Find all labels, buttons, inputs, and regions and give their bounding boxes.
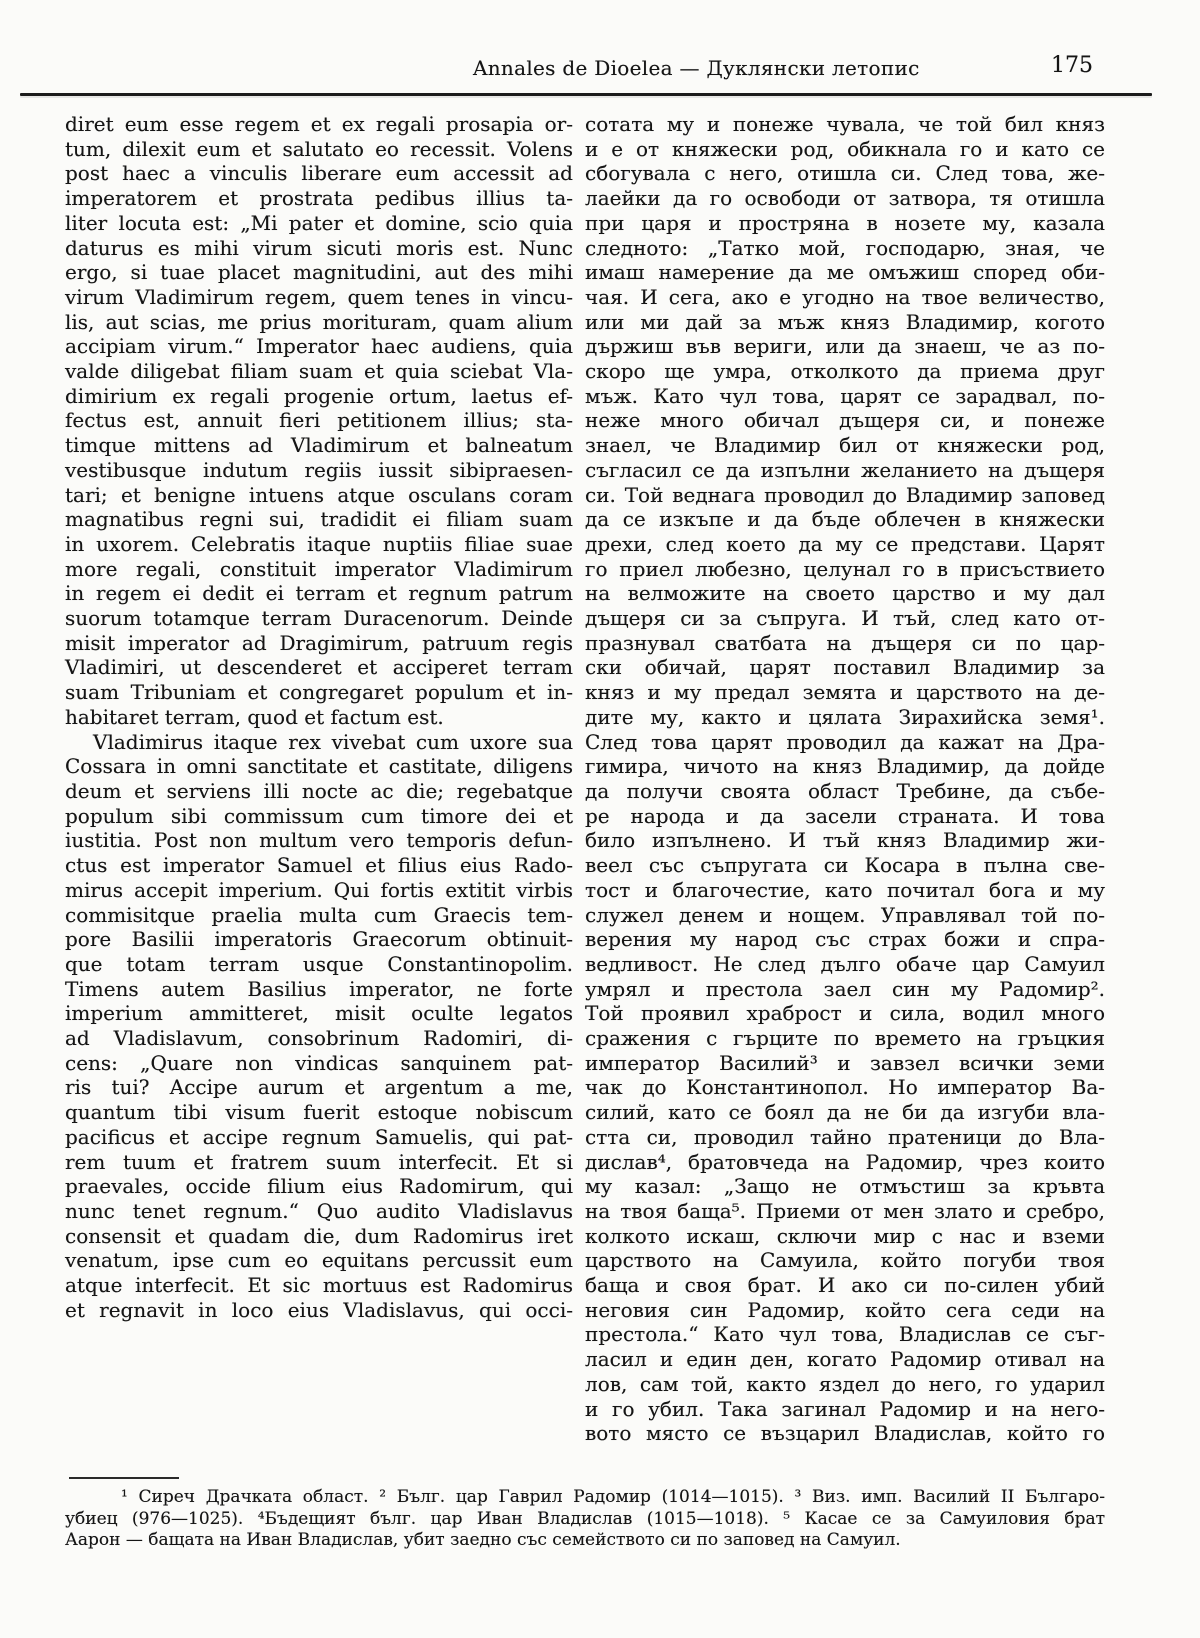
text-line: ведливост. Не след дълго обаче цар Самуил	[585, 951, 1105, 976]
paragraph	[65, 730, 573, 1323]
text-line: сражения с гърците по времето на гръцкия	[585, 1026, 1105, 1051]
text-line: го приел любезно, целунал го в присъствието	[585, 556, 1105, 581]
text-line: чак до Константинопол. Но император Ва-	[585, 1075, 1105, 1100]
text-line: mirus accepit imperium. Qui fortis extitit virbis	[65, 877, 573, 902]
text-line: тост и благочестие, като почитал бога и му	[585, 877, 1105, 902]
text-line: следното: „Татко мой, господарю, зная, че	[585, 235, 1105, 260]
text-line: държиш във вериги, или да знаеш, че аз по-	[585, 334, 1105, 359]
text-line: служел денем и нощем. Управлявал той по-	[585, 902, 1105, 927]
text-line: сбогувала с него, отишла си. След това, же-	[585, 161, 1105, 186]
text-line: dimirium ex regali progenie ortum, laetus ef-	[65, 383, 573, 408]
text-line: pore Basilii imperatoris Graecorum obtinuit-	[65, 927, 573, 952]
text-line: virum Vladimirum regem, quem tenes in vincu-	[65, 284, 573, 309]
text-line: съгласил се да изпълни желанието на дъщеря	[585, 457, 1105, 482]
text-line: fectus est, annuit fieri petitionem illius; sta-	[65, 408, 573, 433]
text-line: лаейки да го освободи от затвора, тя отишла	[585, 186, 1105, 211]
text-line: престола.“ Като чул това, Владислав се съг-	[585, 1322, 1105, 1347]
text-line: accipiam virum.“ Imperator haec audiens, quia	[65, 334, 573, 359]
text-line: atque interfecit. Et sic mortuus est Radomirus	[65, 1273, 573, 1298]
text-line: княз и му предал земята и царството на де-	[585, 680, 1105, 705]
text-line: post haec a vinculis liberare eum accessit ad	[65, 161, 573, 186]
text-line: неговия син Радомир, който сега седи на	[585, 1297, 1105, 1322]
text-line: чая. И сега, ако е угодно на твое величество,	[585, 284, 1105, 309]
text-line: Аарон — бащата на Иван Владислав, убит заедно със семейството си по заповед на Самуил.	[65, 1530, 901, 1550]
text-line: diret eum esse regem et ex regali prosapia or-	[65, 112, 573, 136]
text-line: more regali, constituit imperator Vladimirum	[65, 556, 573, 581]
text-line: liter locuta est: „Mi pater et domine, scio quia	[65, 210, 573, 235]
text-line: suam Tribuniam et congregaret populum et in-	[65, 680, 573, 705]
text-line: que totam terram usque Constantinopolim.	[65, 951, 573, 976]
text-line: ски обичай, царят поставил Владимир за	[585, 655, 1105, 680]
page-number: 175	[1051, 53, 1093, 78]
text-line: daturus es mihi virum sicuti moris est. Nunc	[65, 235, 573, 260]
header-rule	[20, 93, 1152, 96]
text-line: nunc tenet regnum.“ Quo audito Vladislavus	[65, 1198, 573, 1223]
text-line: празнувал сватбата на дъщеря си по цар-	[585, 630, 1105, 655]
text-line: quantum tibi visum fuerit estoque nobiscum	[65, 1100, 573, 1125]
text-line: и го убил. Така загинал Радомир и на него-	[585, 1396, 1105, 1421]
text-line: му казал: „Защо не отмъстиш за кръвта	[585, 1174, 1105, 1199]
book-page	[65, 0, 1105, 1638]
text-line: неже много обичал дъщеря си, и понеже	[585, 408, 1105, 433]
text-columns	[65, 112, 1105, 1446]
paragraph	[65, 1487, 1105, 1552]
text-line: Vladimiri, ut descenderet et acciperet terram	[65, 655, 573, 680]
text-line: баща и своя брат. И ако си по-силен убий	[585, 1273, 1105, 1298]
text-line: et regnavit in loco eius Vladislavus, qui occi-	[65, 1297, 573, 1322]
text-line: ctus est imperator Samuel et filius eius Rado-	[65, 853, 573, 878]
text-line: на велможите на своето царство и му дал	[585, 581, 1105, 606]
text-line: ris tui? Accipe aurum et argentum a me,	[65, 1075, 573, 1100]
text-line: дислав⁴, братовчеда на Радомир, чрез които	[585, 1149, 1105, 1174]
text-line: imperium ammitteret, misit oculte legatos	[65, 1001, 573, 1026]
latin-column	[65, 112, 573, 1446]
text-line: знаел, че Владимир бил от княжески род,	[585, 433, 1105, 458]
text-line: или ми дай за мъж княз Владимир, когото	[585, 309, 1105, 334]
text-line: ad Vladislavum, consobrinum Radomiri, di-	[65, 1026, 573, 1051]
text-line: и е от княжески род, обикнала го и като се	[585, 136, 1105, 161]
text-line: suorum totamque terram Duracenorum. Deinde	[65, 606, 573, 631]
text-line: да се изкъпе и да бъде облечен в княжески	[585, 507, 1105, 532]
text-line: rem tuum et fratrem suum interfecit. Et si	[65, 1149, 573, 1174]
text-line: стта си, проводил тайно пратеници до Вла-	[585, 1124, 1105, 1149]
text-line: мъж. Като чул това, царят се зарадвал, по-	[585, 383, 1105, 408]
footnote-rule	[69, 1477, 179, 1479]
text-line: valde diligebat filiam suam et quia sciebat Vla-	[65, 359, 573, 384]
text-line: Той проявил храброст и сила, водил много	[585, 1001, 1105, 1026]
running-title: Annales de Dioelea — Дуклянски летопис	[473, 56, 920, 80]
text-line: гимира, чичото на княз Владимир, да дойде	[585, 754, 1105, 779]
text-line: vestibusque indutum regiis iussit sibipraesen-	[65, 457, 573, 482]
text-line: След това царят проводил да кажат на Дра-	[585, 729, 1105, 754]
text-line: Vladimirus itaque rex vivebat cum uxore sua	[93, 729, 573, 754]
text-line: умрял и престола заел син му Радомир².	[585, 976, 1105, 1001]
text-line: при царя и простряна в нозете му, казала	[585, 210, 1105, 235]
text-line: било изпълнено. И тъй княз Владимир жи-	[585, 828, 1105, 853]
text-line: consensit et quadam die, dum Radomirus iret	[65, 1223, 573, 1248]
text-line: Timens autem Basilius imperator, ne forte	[65, 976, 573, 1001]
text-line: на твоя баща⁵. Приеми от мен злато и сребро,	[585, 1198, 1105, 1223]
text-line: iustitia. Post non multum vero temporis defun-	[65, 828, 573, 853]
text-line: habitaret terram, quod et factum est.	[65, 704, 444, 729]
paragraph	[585, 112, 1105, 1446]
text-line: царството на Самуила, който погуби твоя	[585, 1248, 1105, 1273]
text-line: in regem ei dedit ei terram et regnum patrum	[65, 581, 573, 606]
text-line: ласил и един ден, когато Радомир отивал на	[585, 1347, 1105, 1372]
text-line: cens: „Quare non vindicas sanquinem pat-	[65, 1050, 573, 1075]
text-line: commisitque praelia multa cum Graecis tem-	[65, 902, 573, 927]
paragraph	[65, 112, 573, 730]
text-line: си. Той веднага проводил до Владимир заповед	[585, 482, 1105, 507]
text-line: веел със съпругата си Косара в пълна све-	[585, 853, 1105, 878]
text-line: populum sibi commissum cum timore dei et	[65, 803, 573, 828]
text-line: император Василий³ и завзел всички земи	[585, 1050, 1105, 1075]
text-line: да получи своята област Требине, да събе-	[585, 778, 1105, 803]
text-line: deum et serviens illi nocte ac die; regebatque	[65, 778, 573, 803]
text-line: Cossara in omni sanctitate et castitate, diligens	[65, 754, 573, 779]
bulgarian-column	[585, 112, 1105, 1446]
text-line: имаш намерение да ме омъжиш според оби-	[585, 260, 1105, 285]
text-line: magnatibus regni sui, tradidit ei filiam suam	[65, 507, 573, 532]
text-line: praevales, occide filium eius Radomirum, qui	[65, 1174, 573, 1199]
text-line: скоро ще умра, отколкото да приема друг	[585, 359, 1105, 384]
footnotes	[65, 1487, 1105, 1552]
text-line: вото място се възцарил Владислав, който го	[585, 1421, 1105, 1446]
text-line: ergo, si tuae placet magnitudini, aut des mihi	[65, 260, 573, 285]
text-line: pacificus et accipe regnum Samuelis, qui pat-	[65, 1124, 573, 1149]
text-line: tum, dilexit eum et salutato eo recessit. Volens	[65, 136, 573, 161]
text-line: in uxorem. Celebratis itaque nuptiis filiae suae	[65, 531, 573, 556]
text-line: imperatorem et prostrata pedibus illius ta-	[65, 186, 573, 211]
text-line: timque mittens ad Vladimirum et balneatum	[65, 433, 573, 458]
text-line: lis, aut scias, me prius morituram, quam alium	[65, 309, 573, 334]
text-line: убиец (976—1025). ⁴Бъдещият бълг. цар Иван Владислав (1015—1018). ⁵ Касае се за Самуиловия брат	[65, 1508, 1105, 1529]
text-line: venatum, ipse cum eo equitans percussit eum	[65, 1248, 573, 1273]
text-line: сотата му и понеже чувала, че той бил княз	[585, 112, 1105, 136]
text-line: колкото искаш, сключи мир с нас и вземи	[585, 1223, 1105, 1248]
text-line: misit imperator ad Dragimirum, patruum regis	[65, 630, 573, 655]
text-line: tari; et benigne intuens atque osculans coram	[65, 482, 573, 507]
text-line: дъщеря си за съпруга. И тъй, след като от-	[585, 606, 1105, 631]
text-line: дите му, както и цялата Зирахийска земя¹.	[585, 704, 1105, 729]
text-line: силий, като се боял да не би да изгуби вла-	[585, 1100, 1105, 1125]
text-line: верения му народ със страх божи и спра-	[585, 927, 1105, 952]
text-line: ре народа и да засели страната. И това	[585, 803, 1105, 828]
text-line: ¹ Сиреч Драчката област. ² Бълг. цар Гаврил Радомир (1014—1015). ³ Виз. имп. Василий II Българо-	[121, 1487, 1105, 1507]
text-line: дрехи, след което да му се представи. Царят	[585, 531, 1105, 556]
text-line: лов, сам той, както яздел до него, го ударил	[585, 1371, 1105, 1396]
